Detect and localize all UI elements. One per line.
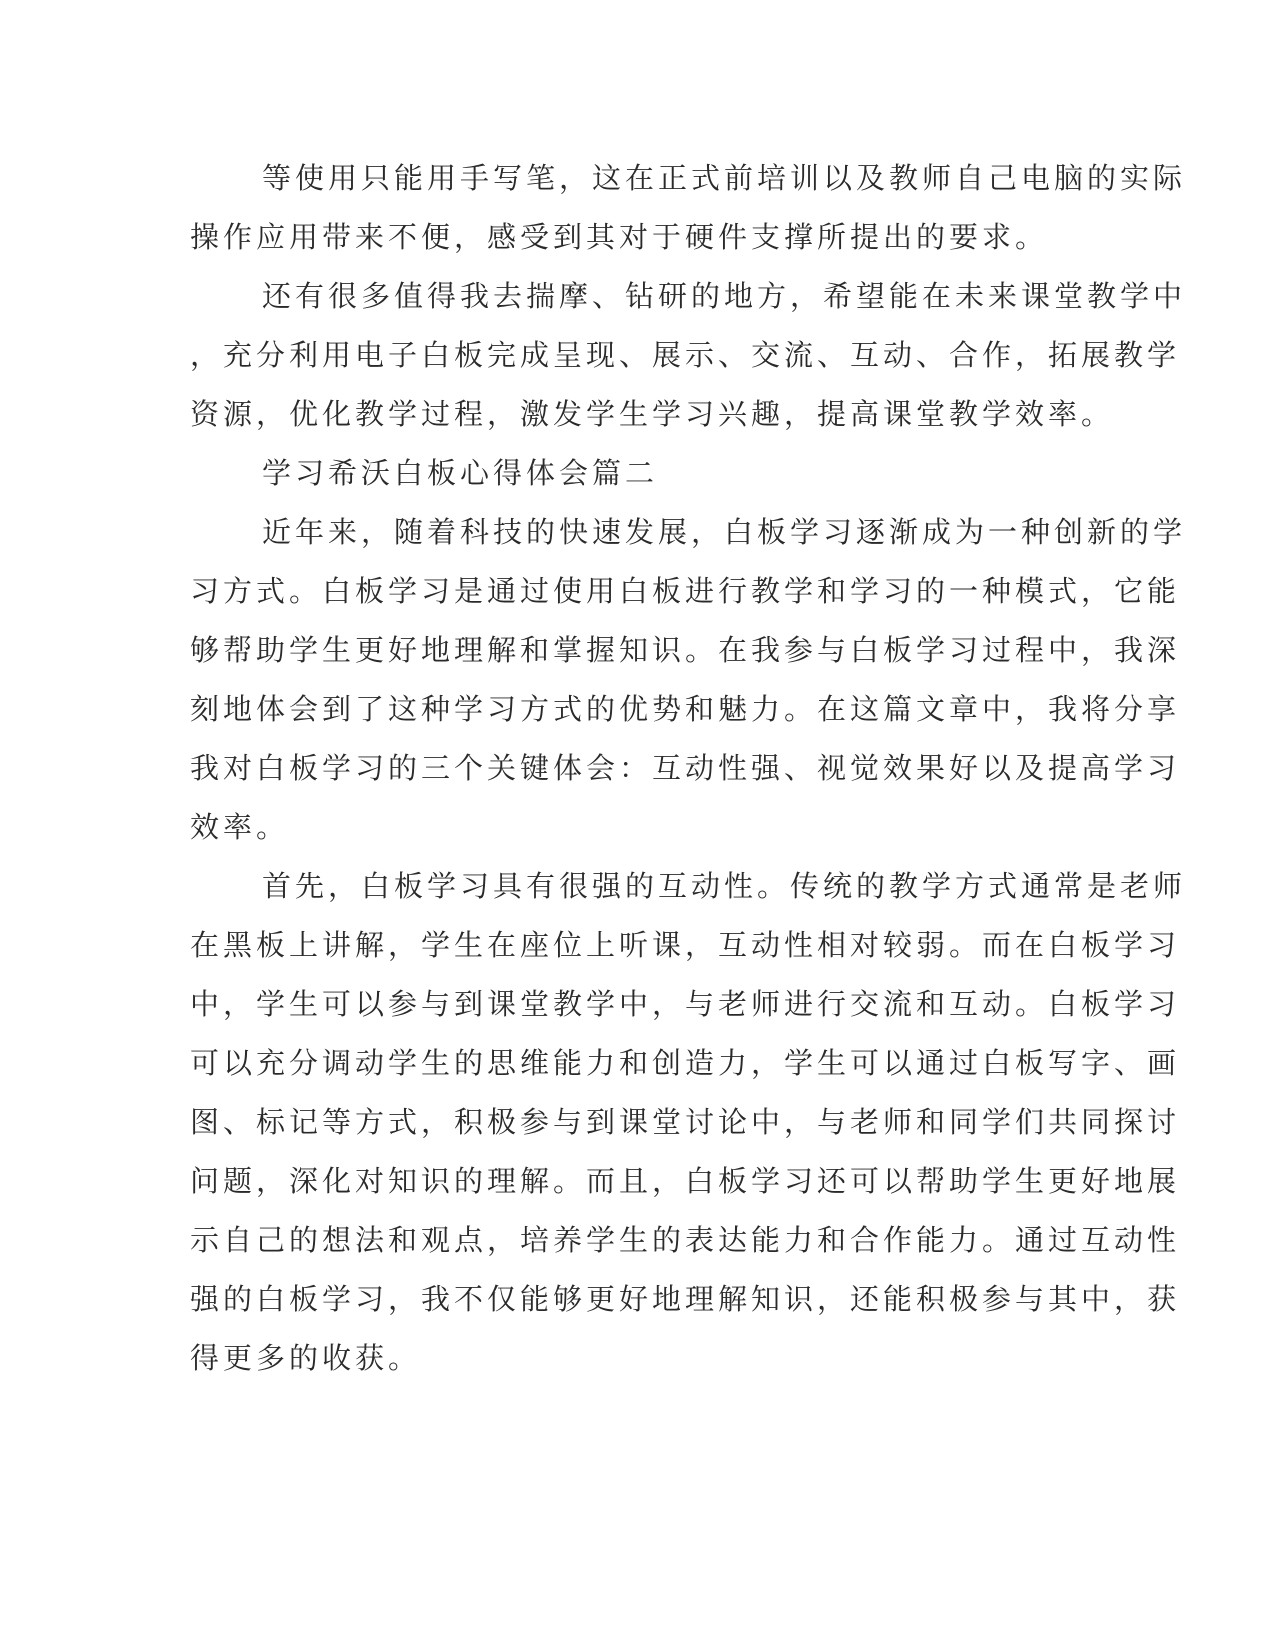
text-line: 够帮助学生更好地理解和掌握知识。在我参与白板学习过程中，我深 — [190, 633, 1181, 667]
text-line: 效率。 — [190, 810, 290, 844]
text-line: 图、标记等方式，积极参与到课堂讨论中，与老师和同学们共同探讨 — [190, 1105, 1181, 1139]
text-line: 得更多的收获。 — [190, 1341, 422, 1375]
text-line: 强的白板学习，我不仅能够更好地理解知识，还能积极参与其中，获 — [190, 1282, 1181, 1316]
text-line: 首先，白板学习具有很强的互动性。传统的教学方式通常是老师 — [262, 869, 1187, 903]
text-line: 在黑板上讲解，学生在座位上听课，互动性相对较弱。而在白板学习 — [190, 928, 1181, 962]
text-line: 刻地体会到了这种学习方式的优势和魅力。在这篇文章中，我将分享 — [190, 692, 1181, 726]
text-line: 习方式。白板学习是通过使用白板进行教学和学习的一种模式，它能 — [190, 574, 1181, 608]
section-heading: 学习希沃白板心得体会篇二 — [262, 456, 659, 490]
text-line: 近年来，随着科技的快速发展，白板学习逐渐成为一种创新的学 — [262, 515, 1187, 549]
text-line: ，充分利用电子白板完成呈现、展示、交流、互动、合作，拓展教学 — [190, 338, 1181, 372]
text-line: 可以充分调动学生的思维能力和创造力，学生可以通过白板写字、画 — [190, 1046, 1181, 1080]
text-line: 中，学生可以参与到课堂教学中，与老师进行交流和互动。白板学习 — [190, 987, 1181, 1021]
text-line: 还有很多值得我去揣摩、钻研的地方，希望能在未来课堂教学中 — [262, 279, 1187, 313]
text-line: 等使用只能用手写笔，这在正式前培训以及教师自己电脑的实际 — [262, 161, 1187, 195]
text-line: 我对白板学习的三个关键体会：互动性强、视觉效果好以及提高学习 — [190, 751, 1181, 785]
text-line: 问题，深化对知识的理解。而且，白板学习还可以帮助学生更好地展 — [190, 1164, 1181, 1198]
text-line: 示自己的想法和观点，培养学生的表达能力和合作能力。通过互动性 — [190, 1223, 1181, 1257]
text-line: 资源，优化教学过程，激发学生学习兴趣，提高课堂教学效率。 — [190, 397, 1115, 431]
text-line: 操作应用带来不便，感受到其对于硬件支撑所提出的要求。 — [190, 220, 1049, 254]
